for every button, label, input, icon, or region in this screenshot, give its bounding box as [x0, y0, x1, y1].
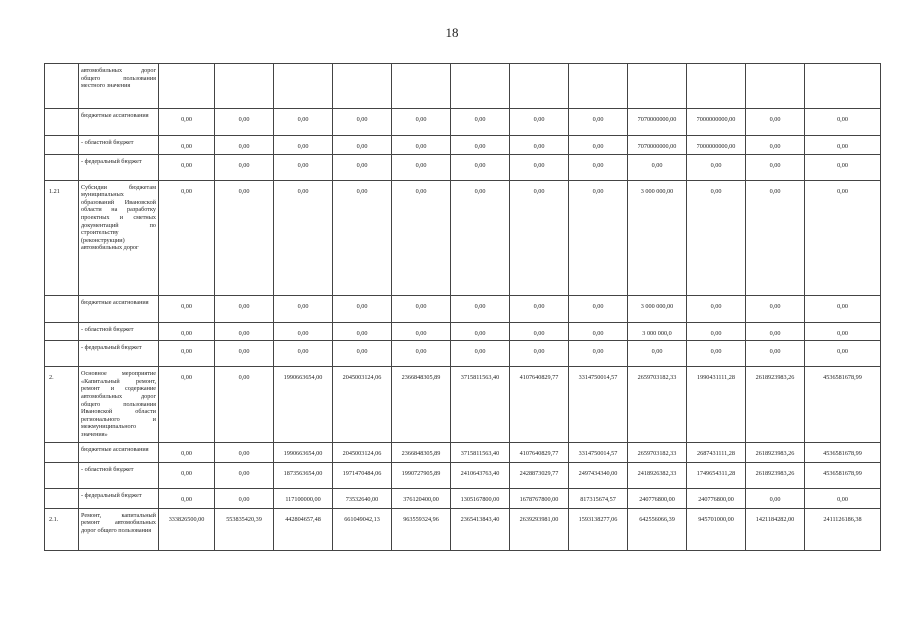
value-cell: 0,00 — [746, 322, 805, 341]
value-cell: 0,00 — [569, 180, 628, 295]
value-cell: 0,00 — [805, 109, 881, 136]
table-row — [45, 136, 881, 155]
value-cell: 0,00 — [392, 180, 451, 295]
row-description: бюджетные ассигнования — [79, 109, 159, 136]
value-cell: 3715811563,40 — [451, 442, 510, 462]
value-cell: 0,00 — [510, 341, 569, 367]
value-cell: 0,00 — [159, 154, 215, 180]
value-cell: 7000000000,00 — [687, 136, 746, 155]
value-cell: 0,00 — [159, 341, 215, 367]
value-cell: 1990431111,28 — [687, 367, 746, 442]
value-cell: 0,00 — [805, 322, 881, 341]
value-cell: 0,00 — [687, 341, 746, 367]
row-index — [45, 109, 79, 136]
value-cell: 3 000 000,00 — [628, 295, 687, 322]
value-cell: 0,00 — [333, 180, 392, 295]
row-index — [45, 154, 79, 180]
value-cell: 0,00 — [510, 295, 569, 322]
row-description: - областной бюджет — [79, 462, 159, 488]
value-cell: 0,00 — [333, 109, 392, 136]
value-cell: 0,00 — [274, 295, 333, 322]
value-cell: 0,00 — [451, 109, 510, 136]
value-cell — [333, 64, 392, 109]
value-cell: 0,00 — [746, 488, 805, 508]
value-cell: 0,00 — [510, 154, 569, 180]
value-cell: 0,00 — [569, 322, 628, 341]
row-description: - областной бюджет — [79, 322, 159, 341]
value-cell: 0,00 — [451, 295, 510, 322]
value-cell: 0,00 — [746, 180, 805, 295]
value-cell: 0,00 — [569, 295, 628, 322]
value-cell: 0,00 — [451, 322, 510, 341]
value-cell: 0,00 — [510, 136, 569, 155]
value-cell: 2618923983,26 — [746, 367, 805, 442]
value-cell: 0,00 — [746, 136, 805, 155]
value-cell: 3 000 000,00 — [628, 180, 687, 295]
value-cell: 2659703182,33 — [628, 367, 687, 442]
value-cell: 240776800,00 — [628, 488, 687, 508]
value-cell: 1749654311,28 — [687, 462, 746, 488]
value-cell: 0,00 — [392, 136, 451, 155]
value-cell: 1305167800,00 — [451, 488, 510, 508]
value-cell: 7000000000,00 — [687, 109, 746, 136]
value-cell: 2410643763,40 — [451, 462, 510, 488]
value-cell: 2366848305,89 — [392, 367, 451, 442]
table-row — [45, 109, 881, 136]
value-cell: 0,00 — [159, 180, 215, 295]
value-cell: 0,00 — [215, 488, 274, 508]
value-cell: 73532640,00 — [333, 488, 392, 508]
value-cell: 945701000,00 — [687, 508, 746, 550]
value-cell: 0,00 — [746, 341, 805, 367]
value-cell: 553835420,39 — [215, 508, 274, 550]
row-description: автомобильных дорог общего пользования местного значения — [79, 64, 159, 109]
value-cell — [274, 64, 333, 109]
value-cell: 0,00 — [805, 341, 881, 367]
value-cell: 0,00 — [392, 341, 451, 367]
value-cell: 3715811563,40 — [451, 367, 510, 442]
value-cell: 4107640829,77 — [510, 367, 569, 442]
value-cell: 0,00 — [451, 341, 510, 367]
value-cell: 0,00 — [215, 341, 274, 367]
value-cell: 240776800,00 — [687, 488, 746, 508]
value-cell: 2618923983,26 — [746, 462, 805, 488]
value-cell: 7070000000,00 — [628, 136, 687, 155]
value-cell: 2659703182,33 — [628, 442, 687, 462]
value-cell: 4536581678,99 — [805, 442, 881, 462]
value-cell: 0,00 — [159, 136, 215, 155]
value-cell: 0,00 — [159, 462, 215, 488]
value-cell: 1678767800,00 — [510, 488, 569, 508]
value-cell: 0,00 — [333, 295, 392, 322]
value-cell: 0,00 — [159, 367, 215, 442]
value-cell: 0,00 — [746, 295, 805, 322]
value-cell: 2618923983,26 — [746, 442, 805, 462]
value-cell: 963559324,96 — [392, 508, 451, 550]
table-row — [45, 180, 881, 295]
value-cell — [569, 64, 628, 109]
row-index: 2.1. — [45, 508, 79, 550]
value-cell: 2045003124,06 — [333, 442, 392, 462]
value-cell: 1990663654,00 — [274, 442, 333, 462]
value-cell: 0,00 — [510, 180, 569, 295]
value-cell: 1990663654,00 — [274, 367, 333, 442]
value-cell: 1593138277,06 — [569, 508, 628, 550]
table-row — [45, 508, 881, 550]
row-description: бюджетные ассигнования — [79, 442, 159, 462]
value-cell — [215, 64, 274, 109]
row-index — [45, 462, 79, 488]
row-index: 1.21 — [45, 180, 79, 295]
value-cell: 661049042,13 — [333, 508, 392, 550]
table-row — [45, 367, 881, 442]
table-row — [45, 154, 881, 180]
value-cell: 0,00 — [333, 322, 392, 341]
value-cell: 0,00 — [215, 109, 274, 136]
value-cell: 0,00 — [392, 154, 451, 180]
row-description: - федеральный бюджет — [79, 488, 159, 508]
row-description: Основное мероприятие «Капитальный ремонт, ремонт и содержание автомобильных дорог общего пользования Ивановской области регионального и межмуниципального значения» — [79, 367, 159, 442]
value-cell: 0,00 — [215, 154, 274, 180]
row-description: - областной бюджет — [79, 136, 159, 155]
row-index: 2. — [45, 367, 79, 442]
table-row — [45, 442, 881, 462]
value-cell: 0,00 — [392, 109, 451, 136]
value-cell: 1990727905,89 — [392, 462, 451, 488]
value-cell: 1873563654,00 — [274, 462, 333, 488]
value-cell: 2687431111,28 — [687, 442, 746, 462]
value-cell: 0,00 — [215, 322, 274, 341]
value-cell: 4536581678,99 — [805, 462, 881, 488]
value-cell: 0,00 — [274, 180, 333, 295]
row-description: Ремонт, капитальный ремонт автомобильных дорог общего пользования — [79, 508, 159, 550]
value-cell: 0,00 — [687, 154, 746, 180]
value-cell: 0,00 — [159, 322, 215, 341]
value-cell: 0,00 — [510, 322, 569, 341]
value-cell: 0,00 — [628, 341, 687, 367]
value-cell: 0,00 — [805, 180, 881, 295]
value-cell: 0,00 — [333, 136, 392, 155]
value-cell: 2411126186,38 — [805, 508, 881, 550]
value-cell: 0,00 — [687, 295, 746, 322]
value-cell: 0,00 — [159, 442, 215, 462]
value-cell: 333826500,00 — [159, 508, 215, 550]
value-cell: 1421184282,00 — [746, 508, 805, 550]
value-cell — [687, 64, 746, 109]
value-cell: 0,00 — [215, 442, 274, 462]
value-cell: 442804657,48 — [274, 508, 333, 550]
table-row — [45, 341, 881, 367]
value-cell: 0,00 — [746, 109, 805, 136]
value-cell: 4536581678,99 — [805, 367, 881, 442]
value-cell: 0,00 — [746, 154, 805, 180]
value-cell: 0,00 — [333, 341, 392, 367]
value-cell: 0,00 — [805, 136, 881, 155]
value-cell — [746, 64, 805, 109]
value-cell: 0,00 — [274, 322, 333, 341]
value-cell: 0,00 — [274, 154, 333, 180]
value-cell: 0,00 — [215, 295, 274, 322]
value-cell: 0,00 — [451, 154, 510, 180]
value-cell: 0,00 — [628, 154, 687, 180]
row-index — [45, 64, 79, 109]
value-cell: 3314750014,57 — [569, 442, 628, 462]
value-cell: 0,00 — [159, 295, 215, 322]
table-row — [45, 462, 881, 488]
value-cell: 0,00 — [215, 367, 274, 442]
value-cell: 0,00 — [805, 154, 881, 180]
value-cell: 0,00 — [569, 109, 628, 136]
table-row — [45, 488, 881, 508]
value-cell: 0,00 — [333, 154, 392, 180]
value-cell: 817315674,57 — [569, 488, 628, 508]
value-cell: 2366848305,89 — [392, 442, 451, 462]
value-cell — [392, 64, 451, 109]
value-cell — [628, 64, 687, 109]
row-description: - федеральный бюджет — [79, 154, 159, 180]
value-cell: 0,00 — [215, 462, 274, 488]
value-cell: 0,00 — [451, 136, 510, 155]
value-cell — [451, 64, 510, 109]
value-cell: 2428873029,77 — [510, 462, 569, 488]
value-cell: 0,00 — [274, 109, 333, 136]
value-cell: 2497434340,00 — [569, 462, 628, 488]
value-cell: 2418926382,33 — [628, 462, 687, 488]
value-cell — [510, 64, 569, 109]
value-cell: 2639293981,00 — [510, 508, 569, 550]
budget-table — [44, 63, 881, 551]
value-cell: 0,00 — [805, 488, 881, 508]
value-cell: 0,00 — [215, 136, 274, 155]
value-cell: 0,00 — [274, 341, 333, 367]
value-cell: 0,00 — [569, 136, 628, 155]
table-row — [45, 322, 881, 341]
value-cell: 2045003124,06 — [333, 367, 392, 442]
value-cell: 642556066,39 — [628, 508, 687, 550]
value-cell: 3 000 000,0 — [628, 322, 687, 341]
value-cell: 4107640829,77 — [510, 442, 569, 462]
value-cell: 0,00 — [392, 322, 451, 341]
table-row — [45, 64, 881, 109]
row-index — [45, 442, 79, 462]
value-cell: 2365413843,40 — [451, 508, 510, 550]
row-index — [45, 341, 79, 367]
value-cell: 0,00 — [687, 322, 746, 341]
value-cell: 7070000000,00 — [628, 109, 687, 136]
value-cell — [805, 64, 881, 109]
value-cell: 0,00 — [451, 180, 510, 295]
row-index — [45, 488, 79, 508]
table-row — [45, 295, 881, 322]
value-cell — [159, 64, 215, 109]
row-description: - федеральный бюджет — [79, 341, 159, 367]
page-number: 18 — [445, 25, 459, 40]
value-cell: 3314750014,57 — [569, 367, 628, 442]
value-cell: 0,00 — [159, 109, 215, 136]
row-description: Субсидии бюджетам муниципальных образований Ивановской области на разработку проектных и сметных документаций по строительству (реконструкции) автомобильных дорог — [79, 180, 159, 295]
value-cell: 0,00 — [569, 341, 628, 367]
row-index — [45, 295, 79, 322]
value-cell: 376120400,00 — [392, 488, 451, 508]
value-cell: 0,00 — [159, 488, 215, 508]
value-cell: 0,00 — [215, 180, 274, 295]
row-index — [45, 136, 79, 155]
value-cell: 117100000,00 — [274, 488, 333, 508]
value-cell: 0,00 — [687, 180, 746, 295]
value-cell: 0,00 — [510, 109, 569, 136]
value-cell: 0,00 — [569, 154, 628, 180]
value-cell: 0,00 — [805, 295, 881, 322]
value-cell: 0,00 — [392, 295, 451, 322]
value-cell: 1971470484,06 — [333, 462, 392, 488]
value-cell: 0,00 — [274, 136, 333, 155]
row-index — [45, 322, 79, 341]
row-description: бюджетные ассигнования — [79, 295, 159, 322]
